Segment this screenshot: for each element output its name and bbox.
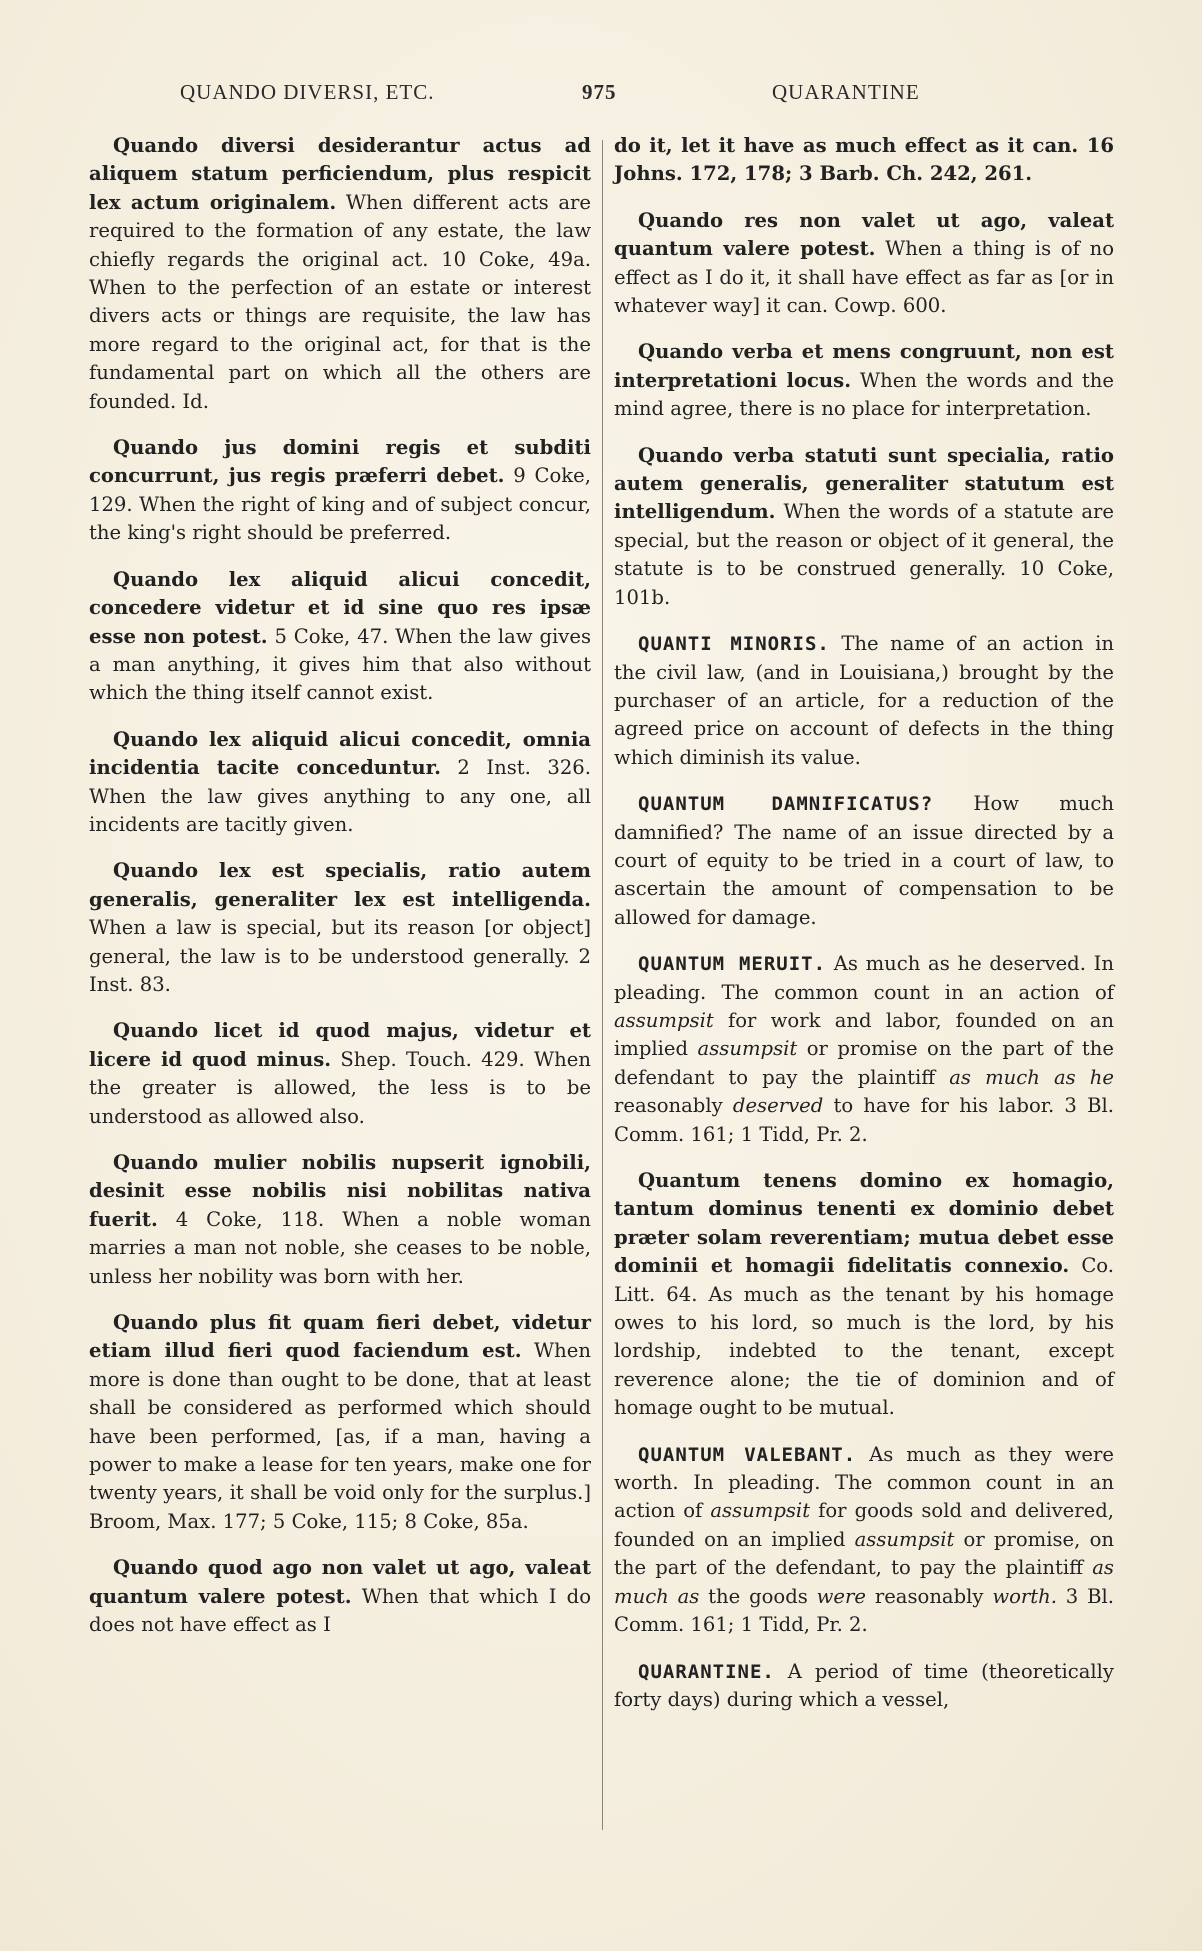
entry-definition-part: the goods xyxy=(699,1584,817,1608)
entry-italic-term: deserved xyxy=(732,1094,824,1118)
entry-quando-res xyxy=(614,207,1114,321)
entry-definition-part: for goods sold and delivered, founded on an implied xyxy=(614,1499,1114,1551)
entry-definition-part: for work and labor, founded on an implied xyxy=(614,1008,1114,1061)
entry-italic-term: as much as he xyxy=(949,1065,1114,1089)
page-header xyxy=(90,80,1110,110)
entry-italic-term: assumpsit xyxy=(697,1037,798,1061)
entry-definition: When a thing is of no effect as I do it, it shall have effect as far as [or in whatever way] it can. Cowp. 600. xyxy=(614,237,1115,318)
entry-definition-part: or promise, on the part of the defendant, to pay the plaintiff xyxy=(614,1527,1114,1580)
page-number: 975 xyxy=(582,80,617,104)
entry-definition: The name of an action in the civil law, (and in Louisiana,) brought by the purchaser of an article, for a reduction of the agreed price on account of defects in the thing which diminish its value. xyxy=(614,632,1115,769)
entry-definition: 5 Coke, 47. When the law gives a man anything, it gives him that also without which the thing itself cannot exist. xyxy=(89,624,591,705)
maxim-headword: Quando lex aliquid alicui concedit, concedere videtur et id sine quo res ipsæ esse non potest. xyxy=(89,567,591,648)
entry-definition-part: or promise on the part of the defendant to pay the plaintiff xyxy=(614,1037,1114,1089)
entry-quando-mulier xyxy=(89,1149,591,1291)
entry-definition-part: to have for his labor. 3 Bl. Comm. 161; 1 Tidd, Pr. 2. xyxy=(614,1094,1115,1146)
entry-definition: When the words of a statute are special, but the reason or object of it general, the statute is to be construed generally. 10 Coke, 101b. xyxy=(614,500,1114,609)
entry-quando-diversi xyxy=(89,132,591,416)
entry-continuation: do it, let it have as much effect as it can. 16 Johns. 172, 178; 3 Barb. Ch. 242, 261. xyxy=(614,134,1114,186)
entry-quando-licet xyxy=(89,1017,591,1131)
entry-quantum-tenens xyxy=(614,1167,1114,1423)
entry-definition: When that which I do does not have effect as I xyxy=(89,1584,592,1637)
maxim-headword: Quando verba et mens congruunt, non est interpretationi locus. xyxy=(614,340,1114,392)
entry-definition: Shep. Touch. 429. When the greater is allowed, the less is to be understood as allowed also. xyxy=(89,1047,591,1128)
entry-quanti-minoris xyxy=(614,630,1114,772)
entry-definition: How much damnified? The name of an issue directed by a court of equity to be tried in a court of law, to ascertain the amount of compensation to be allowed for damage. xyxy=(614,792,1115,929)
maxim-headword: Quando quod ago non valet ut ago, valeat quantum valere potest. xyxy=(89,1556,591,1608)
entry-definition-part: reasonably xyxy=(614,1094,733,1118)
entry-definition: 2 Inst. 326. When the law gives anything to any one, all incidents are tacitly given. xyxy=(89,756,592,836)
entry-definition-part: As much as they were worth. In pleading. The common count in an action of xyxy=(614,1442,1114,1523)
entry-quando-quod-ago xyxy=(89,1554,591,1639)
entry-quando-lex-omnia xyxy=(89,726,591,840)
entry-definition-part: As much as he deserved. In pleading. The common count in an action of xyxy=(614,952,1114,1004)
entry-definition-part: 3 Bl. Comm. 161; 1 Tidd, Pr. 2. xyxy=(614,1584,1114,1637)
entry-italic-term: assumpsit xyxy=(614,1008,714,1032)
entry-italic-term: assumpsit xyxy=(710,1499,811,1523)
maxim-headword: Quando verba statuti sunt specialia, ratio autem generalis, generaliter statutum est intelligendum. xyxy=(614,443,1114,524)
term-headword: QUANTI MINORIS. xyxy=(638,633,830,656)
left-column xyxy=(89,132,591,1658)
header-right-guide-word: QUARANTINE xyxy=(772,80,920,104)
entry-quando-verba-mens xyxy=(614,338,1114,423)
entry-quarantine xyxy=(614,1658,1114,1715)
term-headword: QUARANTINE. xyxy=(638,1660,775,1683)
entry-definition: When more is done than ought to be done, that at least shall be considered as performed which should have been performed, [as, if a man, having a power to make a lease for ten years, make one for twenty years, it shall be void only for the surplus.] Broom, Max. 177; 5 Coke, 115; 8 Coke, 85a. xyxy=(89,1339,591,1533)
maxim-headword: Quantum tenens domino ex homagio, tantum dominus tenenti ex dominio debet præter solam reverentiam; mutua debet esse dominii et homagii fidelitatis connexio. xyxy=(614,1169,1114,1278)
entry-quando-verba-statuti xyxy=(614,442,1114,612)
term-headword: QUANTUM VALEBANT. xyxy=(638,1443,857,1466)
entry-definition: When different acts are required to the formation of any estate, the law chiefly regards the original act. 10 Coke, 49a. When to the perfection of an estate or interest divers acts or things are requisite, the law has more regard to the original act, for that is the fundamental part on which all the others are founded. Id. xyxy=(89,190,591,413)
entry-quantum-valebant xyxy=(614,1441,1114,1640)
maxim-headword: Quando lex aliquid alicui concedit, omnia incidentia tacite conceduntur. xyxy=(89,727,591,780)
header-left-guide-word: QUANDO DIVERSI, ETC. xyxy=(180,80,435,104)
term-headword: QUANTUM DAMNIFICATUS? xyxy=(638,793,934,816)
entry-definition: When a law is special, but its reason [or object] general, the law is to be understood generally. 2 Inst. 83. xyxy=(89,916,591,996)
entry-definition: A period of time (theoretically forty days) during which a vessel, xyxy=(614,1659,1114,1711)
entry-italic-term: worth. xyxy=(992,1584,1057,1608)
maxim-headword: Quando plus fit quam fieri debet, videtur etiam illud fieri quod faciendum est. xyxy=(89,1311,591,1363)
entry-italic-term: as much as xyxy=(614,1556,1114,1608)
entry-definition-part: reasonably xyxy=(866,1584,993,1608)
entry-quando-lex-concedit xyxy=(89,566,591,708)
maxim-headword: Quando licet id quod majus, videtur et licere id quod minus. xyxy=(89,1019,591,1071)
term-headword: QUANTUM MERUIT. xyxy=(638,953,827,976)
entry-italic-term: assumpsit xyxy=(854,1527,955,1551)
entry-definition: When the words and the mind agree, there is no place for interpretation. xyxy=(614,368,1114,421)
entry-quantum-damnificatus xyxy=(614,790,1114,932)
entry-quando-lex-specialis xyxy=(89,857,591,999)
maxim-headword: Quando diversi desiderantur actus ad aliquem statum perficiendum, plus respicit lex actum originalem. xyxy=(89,134,591,214)
entry-definition: Co. Litt. 64. As much as the tenant by his homage owes to his lord, so much is the lord, by his lordship, indebted to the tenant, except reverence alone; the tie of dominion and of homage ought to be mutual. xyxy=(614,1254,1114,1420)
maxim-headword: Quando mulier nobilis nupserit ignobili, desinit esse nobilis nisi nobilitas nativa fuerit. xyxy=(89,1151,591,1231)
entry-definition: 9 Coke, 129. When the right of king and of subject concur, the king's right should be preferred. xyxy=(89,464,591,545)
entry-quantum-meruit xyxy=(614,950,1114,1149)
column-divider xyxy=(602,140,603,1830)
right-column xyxy=(614,132,1114,1732)
maxim-headword: Quando lex est specialis, ratio autem generalis, generaliter lex est intelligenda. xyxy=(89,859,591,911)
entry-definition: 4 Coke, 118. When a noble woman marries a man not noble, she ceases to be noble, unless her nobility was born with her. xyxy=(89,1207,591,1288)
maxim-headword: Quando res non valet ut ago, valeat quantum valere potest. xyxy=(614,208,1114,261)
entry-quando-plus-fit xyxy=(89,1309,591,1536)
maxim-headword: Quando jus domini regis et subditi concurrunt, jus regis præferri debet. xyxy=(89,436,591,488)
entry-quando-jus-domini xyxy=(89,434,591,548)
entry-italic-term: were xyxy=(816,1584,866,1608)
